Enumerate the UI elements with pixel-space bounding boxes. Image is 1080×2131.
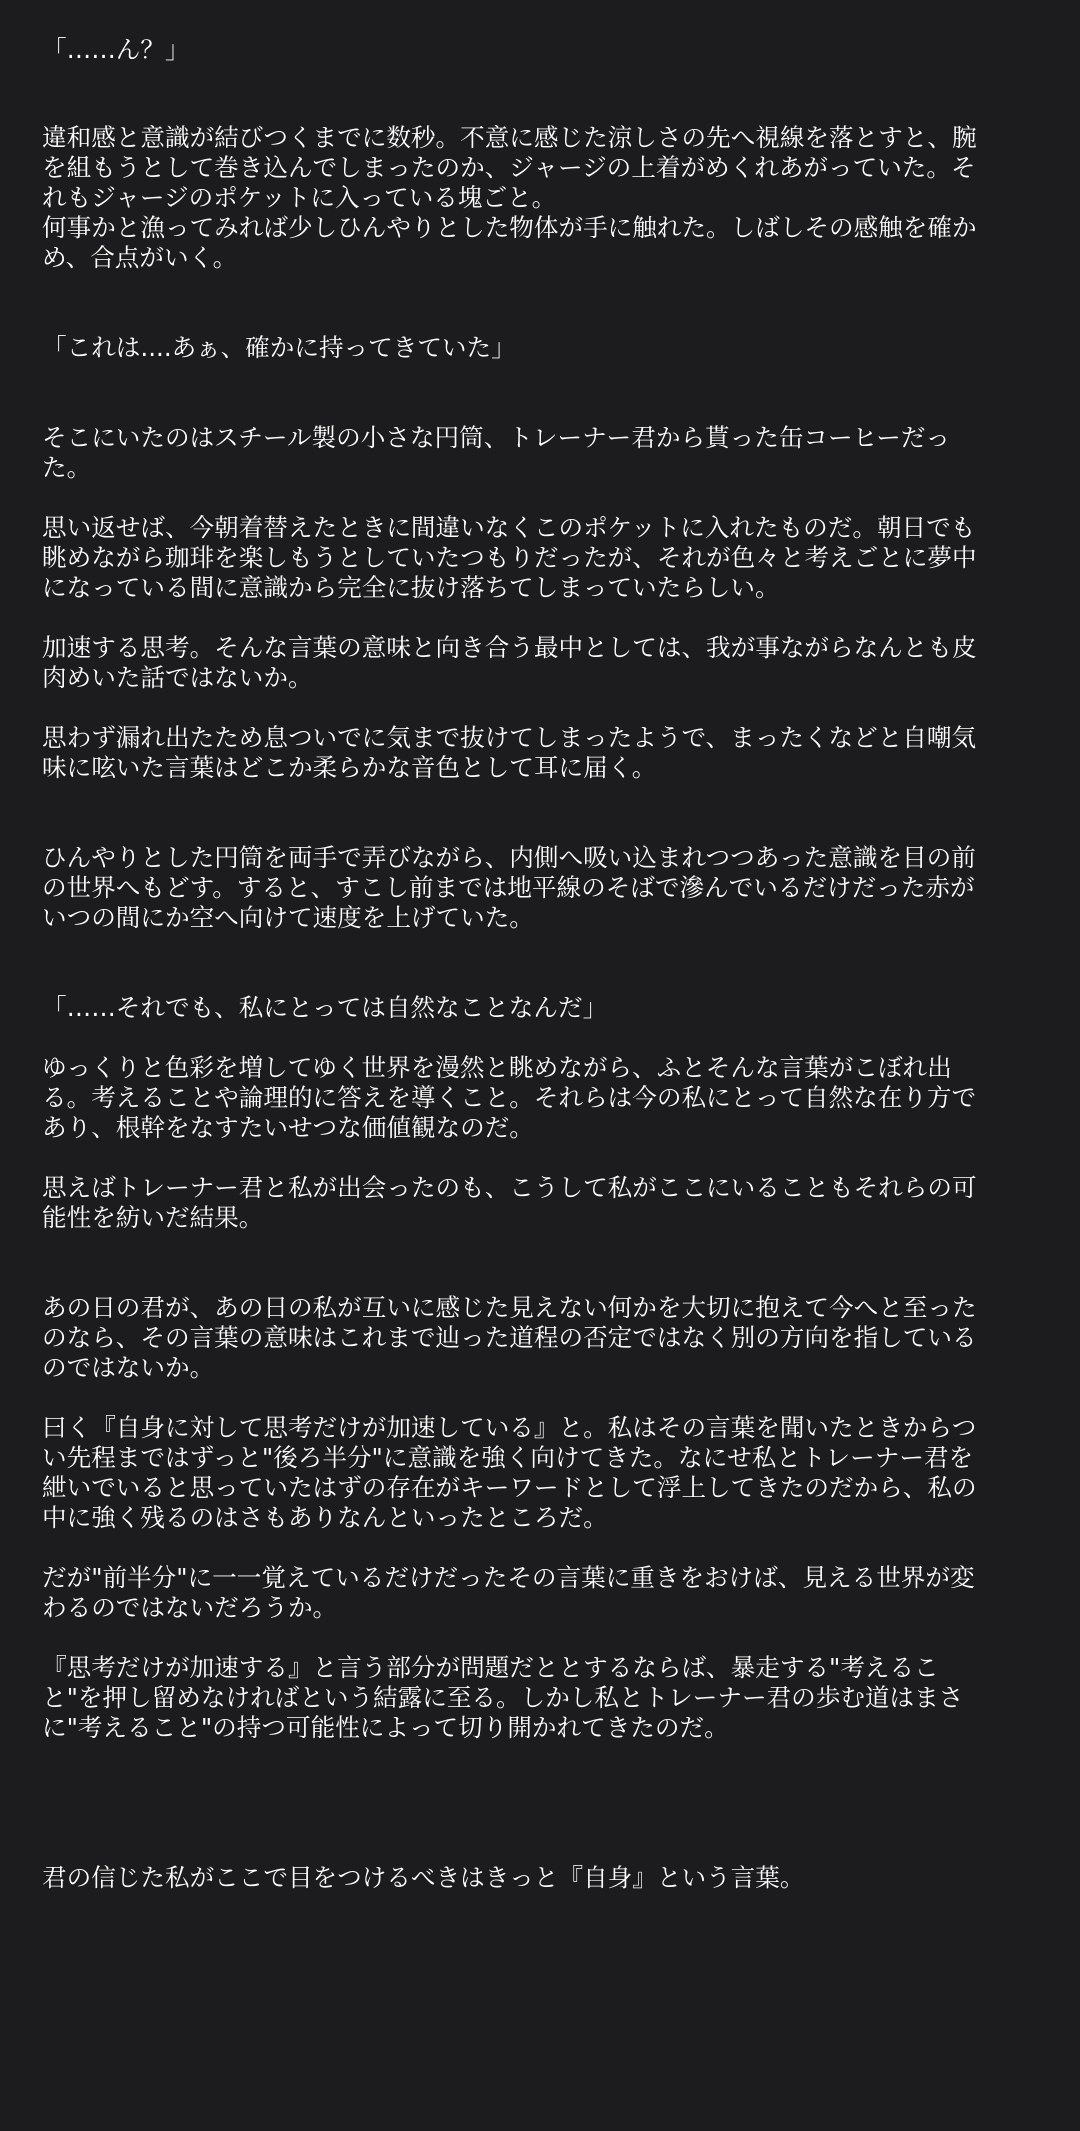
paragraph-narration-8: 思えばトレーナー君と私が出会ったのも、こうして私がここにいることもそれらの可 能性を紡いだ結果。 [42,1173,977,1232]
paragraph-narration-1: 違和感と意識が結びつくまでに数秒。不意に感じた涼しさの先へ視線を落とすと、腕 を組もうとして巻き込んでしまったのか、ジャージの上着がめくれあがっていた。そ れもジャージのポケットに入っている塊ごと。 何事かと漁ってみれば少しひんやりとした物体が手に触れた。しばしその感触を確か め、合点がいく。 [42,123,977,272]
paragraph-dialogue-1: 「……ん？」 [42,35,190,64]
paragraph-narration-13: 君の信じた私がここで目をつけるべきはきっと『自身』という言葉。 [42,1863,805,1892]
paragraph-narration-2: そこにいたのはスチール製の小さな円筒、トレーナー君から貰った缶コーヒーだっ た。 [42,423,951,482]
paragraph-narration-4: 加速する思考。そんな言葉の意味と向き合う最中としては、我が事ながらなんとも皮 肉めいた話ではないか。 [42,633,977,692]
paragraph-narration-3: 思い返せば、今朝着替えたときに間違いなくこのポケットに入れたものだ。朝日でも 眺めながら珈琲を楽しもうとしていたつもりだったが、それが色々と考えごとに夢中 になっている間に意識から完全に抜け落ちてしまっていたらしい。 [42,513,977,602]
paragraph-narration-10: 曰く『自身に対して思考だけが加速している』と。私はその言葉を聞いたときからつ い先程まではずっと"後ろ半分"に意識を強く向けてきた。なにせ私とトレーナー君を 紲いでいると思っていたはずの存在がキーワードとして浮上してきたのだから、私の 中に強く残るのはさもありなんといったところだ。 [42,1413,977,1532]
paragraph-narration-6: ひんやりとした円筒を両手で弄びながら、内側へ吸い込まれつつあった意識を目の前 の世界へもどす。すると、すこし前までは地平線のそばで滲んでいるだけだった赤が いつの間にか空へ向けて速度を上げていた。 [42,843,976,932]
paragraph-dialogue-3: 「……それでも、私にとっては自然なことなんだ」 [42,993,608,1022]
paragraph-narration-11: だが"前半分"に一一覚えているだけだったその言葉に重きをおけば、見える世界が変 わるのではないだろうか。 [42,1563,975,1622]
paragraph-narration-7: ゆっくりと色彩を増してゆく世界を漫然と眺めながら、ふとそんな言葉がこぼれ出 る。考えることや論理的に答えを導くこと。それらは今の私にとって自然な在り方で あり、根幹をなすたいせつな価値観なのだ。 [42,1053,977,1142]
paragraph-narration-9: あの日の君が、あの日の私が互いに感じた見えない何かを大切に抱えて今へと至った のなら、その言葉の意味はこれまで辿った道程の否定ではなく別の方向を指している のではないか。 [42,1293,977,1382]
paragraph-narration-5: 思わず漏れ出たため息ついでに気まで抜けてしまったようで、まったくなどと自嘲気 味に呟いた言葉はどこか柔らかな音色として耳に届く。 [42,723,977,782]
paragraph-dialogue-2: 「これは....あぁ、確かに持ってきていた」 [42,333,516,362]
paragraph-narration-12: 『思考だけが加速する』と言う部分が問題だととするならば、暴走する"考えるこ と"を押し留めなければという結露に至る。しかし私とトレーナー君の歩む道はまさ に"考えること"の持つ可能性によって切り開かれてきたのだ。 [42,1653,964,1742]
